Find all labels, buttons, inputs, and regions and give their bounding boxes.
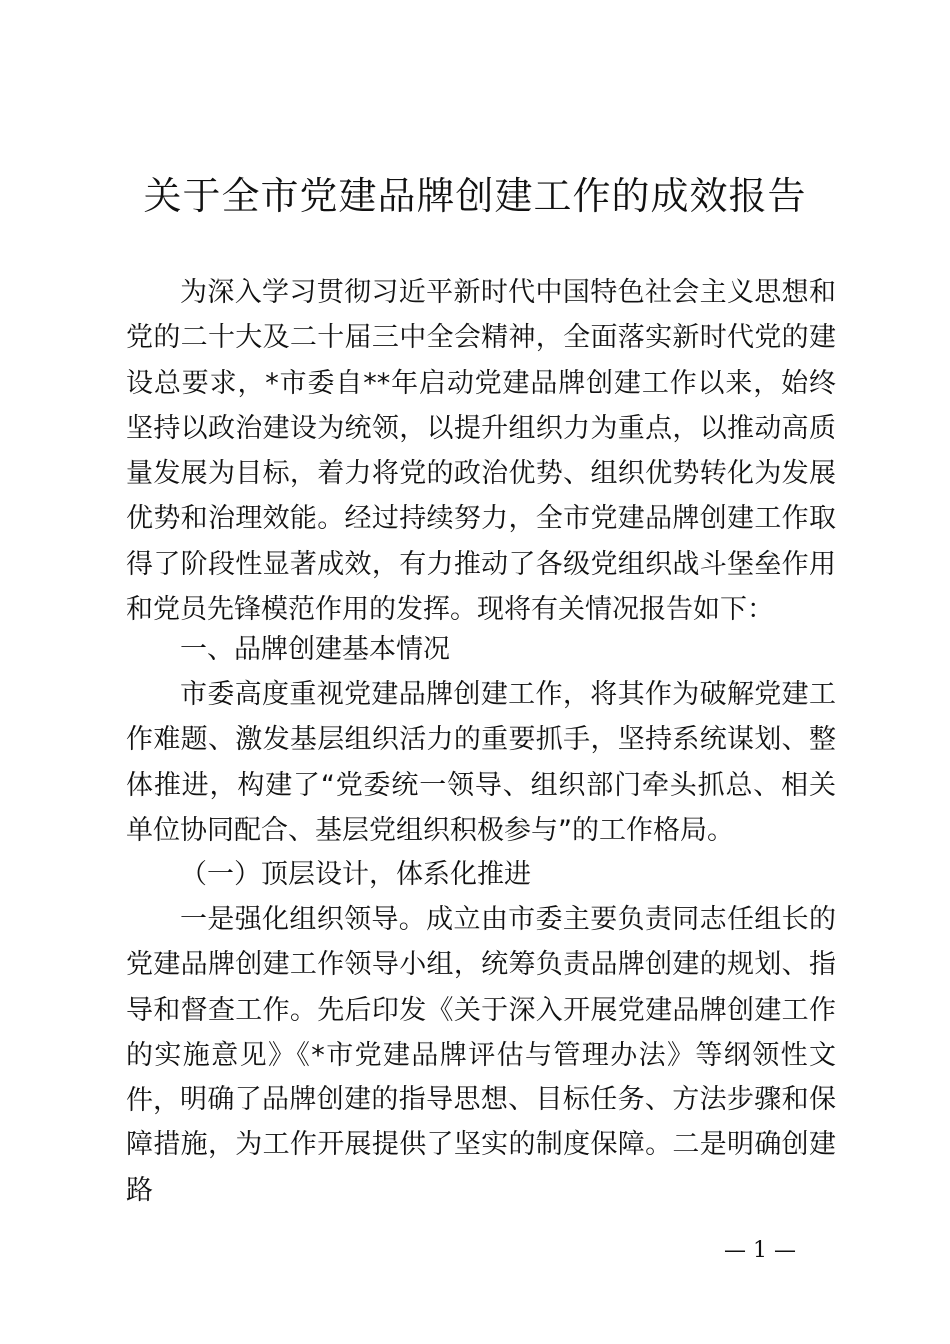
subsection-heading-1: （一）顶层设计，体系化推进 <box>180 859 531 890</box>
page-number: — 1 — <box>724 1238 796 1263</box>
subsection-1-paragraph-1: 一是强化组织领导。成立由市委主要负责同志任组长的党建品牌创建工作领导小组，统筹负责品牌创建的规划、指导和督查工作。先后印发《关于深入开展党建品牌创建工作的实施意见》《*市党建品牌评估与管理办法》等纲领性文件， <box>126 904 836 1117</box>
section-1-paragraph: 市委高度重视党建品牌创建工作，将其作为破解党建工作难题、激发基层组织活力的重要抓手，坚持系统谋划、整体推进，构建了“党委统一领导、组织部门牵头抓总、相关单位协同配合、基层党组织积极参与”的工作格局。 <box>126 679 836 846</box>
section-heading-1: 一、品牌创建基本情况 <box>180 634 450 665</box>
intro-paragraph: 为深入学习贯彻习近平新时代中国特色社会主义思想和党的二十大及二十届三中全会精神，全面落实新时代党的建设总要求，*市委自**年启动党建品牌创建工作以来，始终坚持以政治建设为统领，以提升组织力为重点，以推动高质量发展为目标，着力将党的政治优势、组织优势转化为发展优势和治理效能。经过持续努力，全市党建品牌创建工作取得了阶段性显著成效，有力推动了各级党组织战斗堡垒作用和党员先锋模范作用的发挥。现将有关情况报告如下： <box>126 277 836 626</box>
subsection-1-paragraph-2: 明确了品牌创建的指导思想、目标任务、方法步骤和保障措施，为工作开展提供了坚实的制度保障。二是明确创建路 <box>126 1084 836 1206</box>
page-title: 关于全市党建品牌创建工作的成效报告 <box>143 174 807 218</box>
